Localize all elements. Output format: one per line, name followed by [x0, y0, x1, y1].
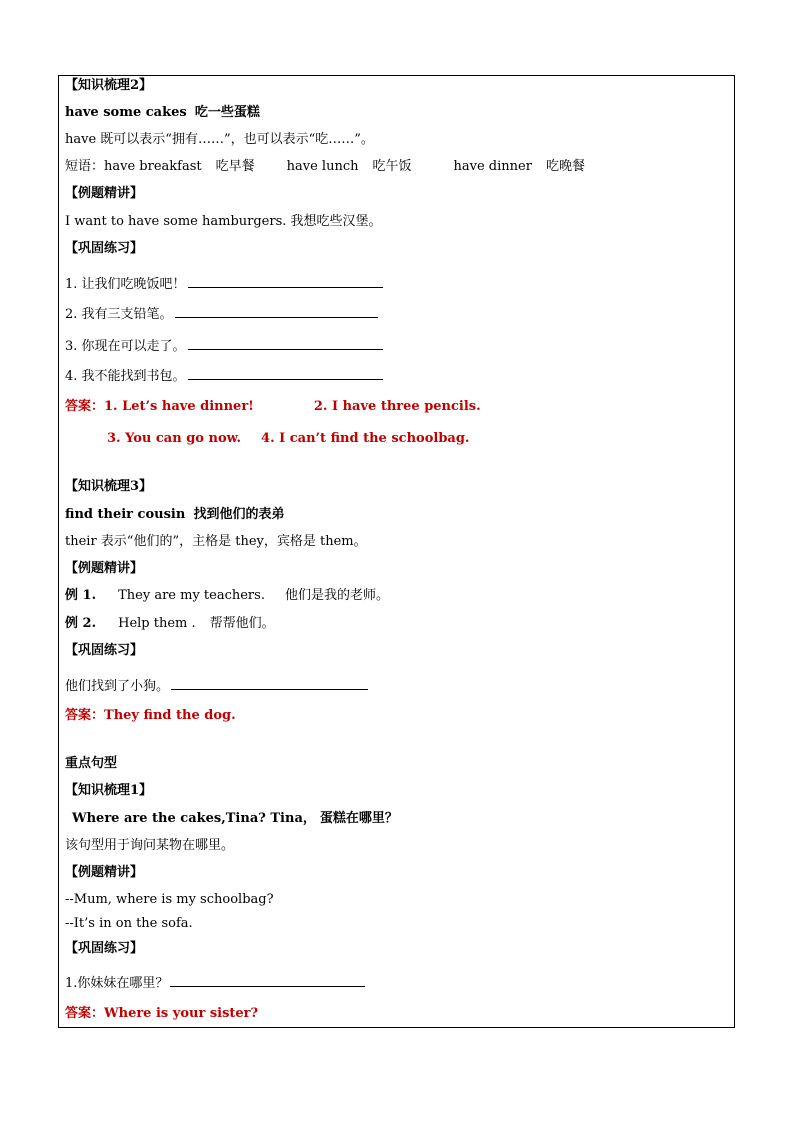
section3-explain: 该句型用于询问某物在哪里。: [65, 838, 235, 853]
example-en: They are my teachers.: [118, 588, 265, 603]
section1-answers-row1: [65, 399, 481, 415]
exercise-line: [65, 338, 383, 355]
section2-phrase: [65, 507, 284, 523]
section3-heading: 【知识梳理1】: [65, 783, 153, 798]
exercise-text: 4. 我不能找到书包。: [65, 369, 186, 384]
answer-blank[interactable]: [188, 276, 383, 288]
answer-label: 答案：: [65, 1006, 105, 1021]
phrase-cn: 吃早餐: [215, 159, 255, 174]
answer-text: They find the dog.: [104, 708, 236, 723]
answer-blank[interactable]: [175, 306, 378, 318]
section2-phrase-en: find their cousin: [65, 507, 186, 522]
section1-heading: 【知识梳理2】: [65, 78, 153, 93]
answer-text: Where is your sister?: [104, 1006, 259, 1021]
section1-phrase-en: have some cakes: [65, 105, 187, 120]
exercise-text: 1. 让我们吃晚饭吧！: [65, 277, 186, 292]
exercise-text: 2. 我有三支铅笔。: [65, 307, 173, 322]
phrase-cn: 吃晚餐: [545, 159, 585, 174]
dialogue-line: --Mum, where is my schoolbag?: [65, 892, 274, 907]
section1-practice-heading: 【巩固练习】: [65, 241, 144, 256]
exercise-line: [65, 306, 378, 323]
sentence-en: Where are the cakes,Tina? Tina，: [72, 811, 316, 826]
exercise-text: 1.你妹妹在哪里？: [65, 976, 169, 991]
answer-blank[interactable]: [171, 678, 368, 690]
exercise-line: [65, 678, 368, 695]
example-cn: 帮帮他们。: [209, 616, 275, 631]
exercise-line: [65, 276, 383, 293]
dialogue-line: --It’s in on the sofa.: [65, 916, 193, 931]
section1-phrase: [65, 105, 260, 121]
answer-text: 3. You can go now.: [107, 431, 242, 446]
section1-answers-row2: [107, 431, 469, 447]
section3-practice-heading: 【巩固练习】: [65, 941, 144, 956]
section2-explain: their 表示“他们的”，主格是 they，宾格是 them。: [65, 534, 367, 549]
section3-sentence: [72, 811, 398, 827]
exercise-line: [65, 975, 365, 992]
example-cn: 他们是我的老师。: [284, 588, 389, 603]
section2-answer: [65, 708, 236, 724]
section2-practice-heading: 【巩固练习】: [65, 643, 144, 658]
exercise-text: 他们找到了小狗。: [65, 679, 170, 694]
answer-blank[interactable]: [188, 368, 383, 380]
section1-phrase-cn: 吃一些蛋糕: [194, 105, 260, 120]
section1-example-heading: 【例题精讲】: [65, 186, 144, 201]
answer-label: 答案：: [65, 399, 105, 414]
sentence-cn: 蛋糕在哪里？: [319, 811, 398, 826]
phrase-en: have dinner: [453, 159, 532, 174]
section2-example-heading: 【例题精讲】: [65, 561, 144, 576]
answer-blank[interactable]: [170, 975, 365, 987]
answer-text: 1. Let’s have dinner!: [104, 399, 254, 414]
section3-answer: [65, 1006, 258, 1022]
section2-heading: 【知识梳理3】: [65, 479, 153, 494]
section2-phrase-cn: 找到他们的表弟: [193, 507, 285, 522]
section1-example: I want to have some hamburgers. 我想吃些汉堡。: [65, 214, 382, 229]
example-line: [65, 588, 389, 604]
exercise-line: [65, 368, 383, 385]
section1-phrases: [65, 159, 585, 175]
section1-explain: have 既可以表示“拥有……”，也可以表示“吃……”。: [65, 132, 374, 147]
answer-text: 2. I have three pencils.: [313, 399, 481, 414]
phrase-en: have breakfast: [104, 159, 202, 174]
example-label: 例 2.: [65, 616, 97, 631]
answer-label: 答案：: [65, 708, 105, 723]
example-line: [65, 616, 275, 632]
phrases-label: 短语：: [65, 159, 105, 174]
exercise-text: 3. 你现在可以走了。: [65, 339, 186, 354]
answer-blank[interactable]: [188, 338, 383, 350]
example-en: Help them .: [118, 616, 196, 631]
section3-title: 重点句型: [65, 756, 118, 771]
answer-text: 4. I can’t find the schoolbag.: [261, 431, 470, 446]
phrase-en: have lunch: [286, 159, 359, 174]
section3-example-heading: 【例题精讲】: [65, 865, 144, 880]
example-label: 例 1.: [65, 588, 97, 603]
phrase-cn: 吃午饭: [372, 159, 412, 174]
